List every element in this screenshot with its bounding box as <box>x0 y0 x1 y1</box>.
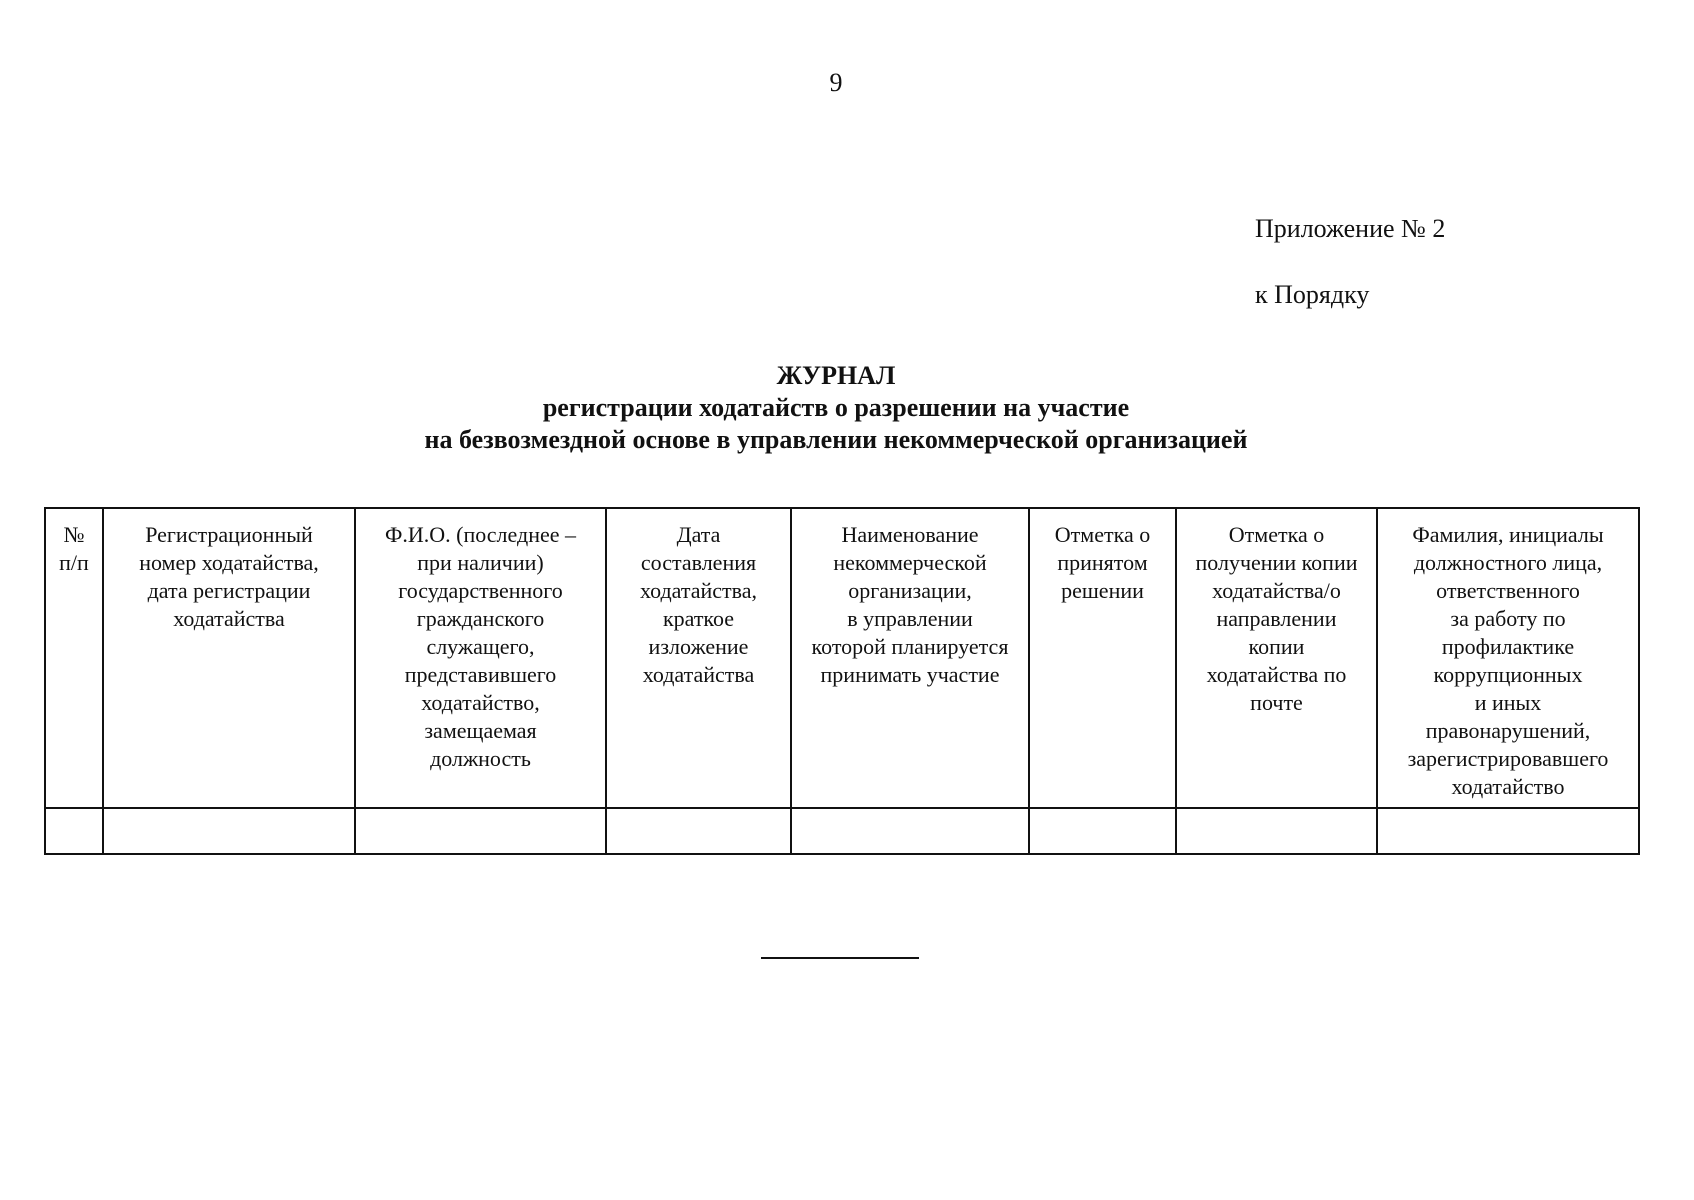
header-decision: Отметка о принятом решении <box>1029 508 1176 808</box>
header-copy-mark: Отметка о получении копии ходатайства/о направлении копии ходатайства по почте <box>1176 508 1377 808</box>
title-line-2: на безвозмездной основе в управлении некоммерческой организацией <box>424 425 1248 454</box>
header-applicant: Ф.И.О. (последнее – при наличии) государственного гражданского служащего, представившего ходатайство, замещаемая должность <box>355 508 606 808</box>
table-cell <box>45 808 103 854</box>
title-heading: ЖУРНАЛ <box>776 361 896 390</box>
title-line-1: регистрации ходатайств о разрешении на участие <box>542 393 1130 422</box>
document-title <box>0 360 1672 456</box>
header-organization: Наименование некоммерческой организации, в управлении которой планируется принимать участие <box>791 508 1029 808</box>
table-cell <box>791 808 1029 854</box>
header-responsible-official: Фамилия, инициалы должностного лица, ответственного за работу по профилактике коррупционных и иных правонарушений, зарегистрировавшего ходатайство <box>1377 508 1639 808</box>
page-number: 9 <box>829 68 843 97</box>
appendix-target: к Порядку <box>1255 280 1370 309</box>
table-row <box>45 808 1639 854</box>
table-cell <box>103 808 355 854</box>
table-cell <box>355 808 606 854</box>
end-divider <box>761 957 919 959</box>
table-header-row <box>45 508 1639 808</box>
table-cell <box>1176 808 1377 854</box>
table-cell <box>606 808 791 854</box>
header-number: № п/п <box>45 508 103 808</box>
appendix-reference <box>1255 196 1445 328</box>
header-date-summary: Дата составления ходатайства, краткое изложение ходатайства <box>606 508 791 808</box>
table-cell <box>1377 808 1639 854</box>
journal-table <box>44 507 1640 855</box>
table-cell <box>1029 808 1176 854</box>
header-registration: Регистрационный номер ходатайства, дата регистрации ходатайства <box>103 508 355 808</box>
appendix-number: Приложение № 2 <box>1255 214 1446 243</box>
